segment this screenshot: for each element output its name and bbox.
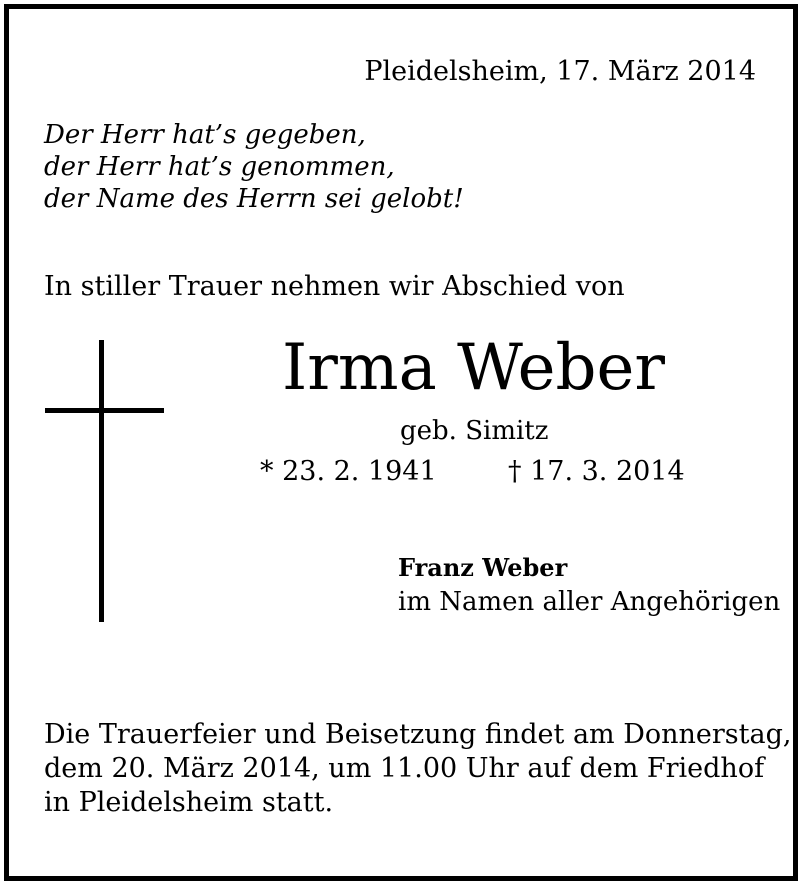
- birth-date: * 23. 2. 1941: [260, 456, 437, 487]
- place-date: Pleidelsheim, 17. März 2014: [364, 56, 756, 87]
- deceased-name: Irma Weber: [282, 331, 665, 405]
- verse-line: der Herr hat’s genommen,: [44, 152, 395, 182]
- service-info: [44, 718, 791, 820]
- intro-text: In stiller Trauer nehmen wir Abschied von: [44, 271, 625, 302]
- death-date: † 17. 3. 2014: [508, 456, 685, 487]
- signer-note: im Namen aller Angehörigen: [398, 587, 781, 617]
- cross-icon-bar: [45, 408, 164, 413]
- verse-line: Der Herr hat’s gegeben,: [44, 120, 366, 150]
- service-line: Die Trauerfeier und Beisetzung findet am Donnerstag,: [44, 719, 792, 750]
- verse-line: der Name des Herrn sei gelobt!: [44, 184, 464, 214]
- service-line: dem 20. März 2014, um 11.00 Uhr auf dem Friedhof: [44, 753, 765, 784]
- signer-name: Franz Weber: [398, 553, 568, 582]
- maiden-name: geb. Simitz: [400, 416, 549, 446]
- service-line: in Pleidelsheim statt.: [44, 787, 334, 818]
- cross-icon: [99, 340, 104, 622]
- bible-verse: [44, 119, 464, 215]
